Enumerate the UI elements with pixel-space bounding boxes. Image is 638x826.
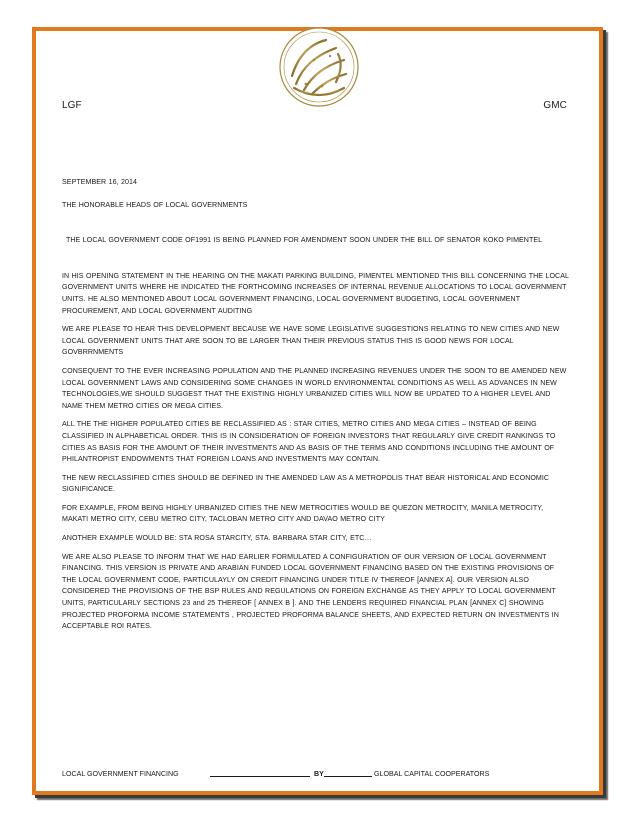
letter-paragraph: WE ARE ALSO PLEASE TO INFORM THAT WE HAD EARLIER FORMULATED A CONFIGURATION OF OUR VERSION OF LOCAL GOVERNMENT FINANCING. THIS VERSION IS PRIVATE AND ARABIAN FUNDED LOCAL GOVERNMENT FINANCING BASED ON THE EXISTING PROVISIONS OF THE LOCAL GOVERNMENT CODE, PARTICULAYLY ON CREDIT FINANCING UNDER TITLE IV THEREOF [ANNEX A]. OUR VERSION ALSO CONSIDERED THE PROVISIONS OF THE BSP RULES AND REGULATIONS ON FOREIGN EXCHANGE AS THEY APPLY TO LOCAL GOVERNMENT UNITS, PARTICULARLY SECTIONS 23 and 25 THEREOF [ ANNEX B ]. AND THE LENDERS REQUIRED FINANCIAL PLAN [ANNEX C] SHOWING PROJECTED PROFORMA INCOME STATEMENTS , PROJECTED PROFORMA BALANCE SHEETS, AND EXPECTED RETURN ON INVESTMENTS IN ACCEPTABLE ROI RATES. <box>62 552 559 631</box>
letter-date: SEPTEMBER 16, 2014 <box>62 178 138 186</box>
footer-right-text: GLOBAL CAPITAL COOPERATORS <box>374 770 490 778</box>
letter-paragraph: ANOTHER EXAMPLE WOULD BE: STA ROSA STARCITY, STA. BARBARA STAR CITY, ETC… <box>62 534 372 543</box>
bismillah-calligraphy-seal <box>278 26 360 108</box>
letter-paragraph: CONSEQUENT TO THE EVER INCREASING POPULATION AND THE PLANNED INCREASING REVENUES UNDER THE SOON TO BE AMENDED NEW LOCAL GOVERNMENT LAWS AND CONSIDERING SOME CHANGES IN WORLD ENVIRONMENTAL CONDITIONS AS WELL AS ADVANCES IN NEW TECHNOLOGIES,WE SHOULD SUGGEST THAT THE EXISTING HIGHLY URBANIZED CITIES WILL NOW BE UPDATED TO A HIGHER LEVEL AND NAME THEM METRO CITIES OR MEGA CITIES. <box>62 366 567 410</box>
letter-paragraph: THE LOCAL GOVERNMENT CODE OF1991 IS BEING PLANNED FOR AMENDMENT SOON UNDER THE BILL OF SENATOR KOKO PIMENTEL <box>66 236 543 245</box>
letter-body <box>62 177 570 633</box>
header-left-initials: LGF <box>62 100 82 111</box>
letter-salutation: THE HONORABLE HEADS OF LOCAL GOVERNMENTS <box>62 200 248 209</box>
footer-middle-text: BY <box>314 770 324 778</box>
letter-paragraph: IN HIS OPENING STATEMENT IN THE HEARING ON THE MAKATI PARKING BUILDING, PIMENTEL MENTIONED THIS BILL CONCERNING THE LOCAL GOVERNMENT UNITS WHERE HE INDICATED THE FORTHCOMING INCREASES OF INTERNAL REVENUE ALLOCATIONS TO LOCAL GOVERNMENT UNITS. HE ALSO MENTIONED ABOUT LOCAL GOVERNMENT FINANCING, LOCAL GOVERNMENT BUDGETING, LOCAL GOVERNMENT PROCUREMENT, AND LOCAL GOVERNMENT AUDITING <box>62 271 569 315</box>
footer-underline <box>210 776 310 777</box>
letter-paragraph: WE ARE PLEASE TO HEAR THIS DEVELOPMENT BECAUSE WE HAVE SOME LEGISLATIVE SUGGESTIONS RELATING TO NEW CITIES AND NEW LOCAL GOVERNMENT UNITS THAT ARE SOON TO BE LARGER THAN THEIR PREVIOUS STATUS THIS IS GOOD NEWS FOR LOCAL GOVBRRNMENTS <box>62 325 560 357</box>
letter-paragraph: THE NEW RECLASSIFIED CITIES SHOULD BE DEFINED IN THE AMENDED LAW AS A METROPOLIS THAT BEAR HISTORICAL AND ECONOMIC SIGNIFICANCE. <box>62 473 550 494</box>
letter-paragraph: FOR EXAMPLE, FROM BEING HIGHLY URBANIZED CITIES THE NEW METROCITIES WOULD BE QUEZON METROCITY, MANILA METROCITY, MAKATI METRO CITY, CEBU METRO CITY, TACLOBAN METRO CITY AND DAVAO METRO CITY <box>62 503 544 524</box>
letter-paragraph: ALL THE THE HIGHER POPULATED CITIES BE RECLASSIFIED AS : STAR CITIES, METRO CITIES AND MEGA CITIES – INSTEAD OF BEING CLASSIFIED IN ALPHABETICAL ORDER. THIS IS IN CONSIDERATION OF FOREIGN INVESTORS THAT REGULARLY GIVE CREDIT RANKINGS TO CITIES AS BASIS FOR THE AMOUNT OF THEIR INVESTMENTS AND AS BASIS OF THE TERMS AND CONDITIONS INCLUDING THE AMOUNT OF PHILANTROPIST ENDOWMENTS THAT FOREIGN LOANS AND INVESTMENTS MAY CONTAIN. <box>62 420 556 464</box>
footer-underline <box>324 776 372 777</box>
header-right-initials: GMC <box>543 100 567 111</box>
footer-left-text: LOCAL GOVERNMENT FINANCING <box>62 770 179 778</box>
